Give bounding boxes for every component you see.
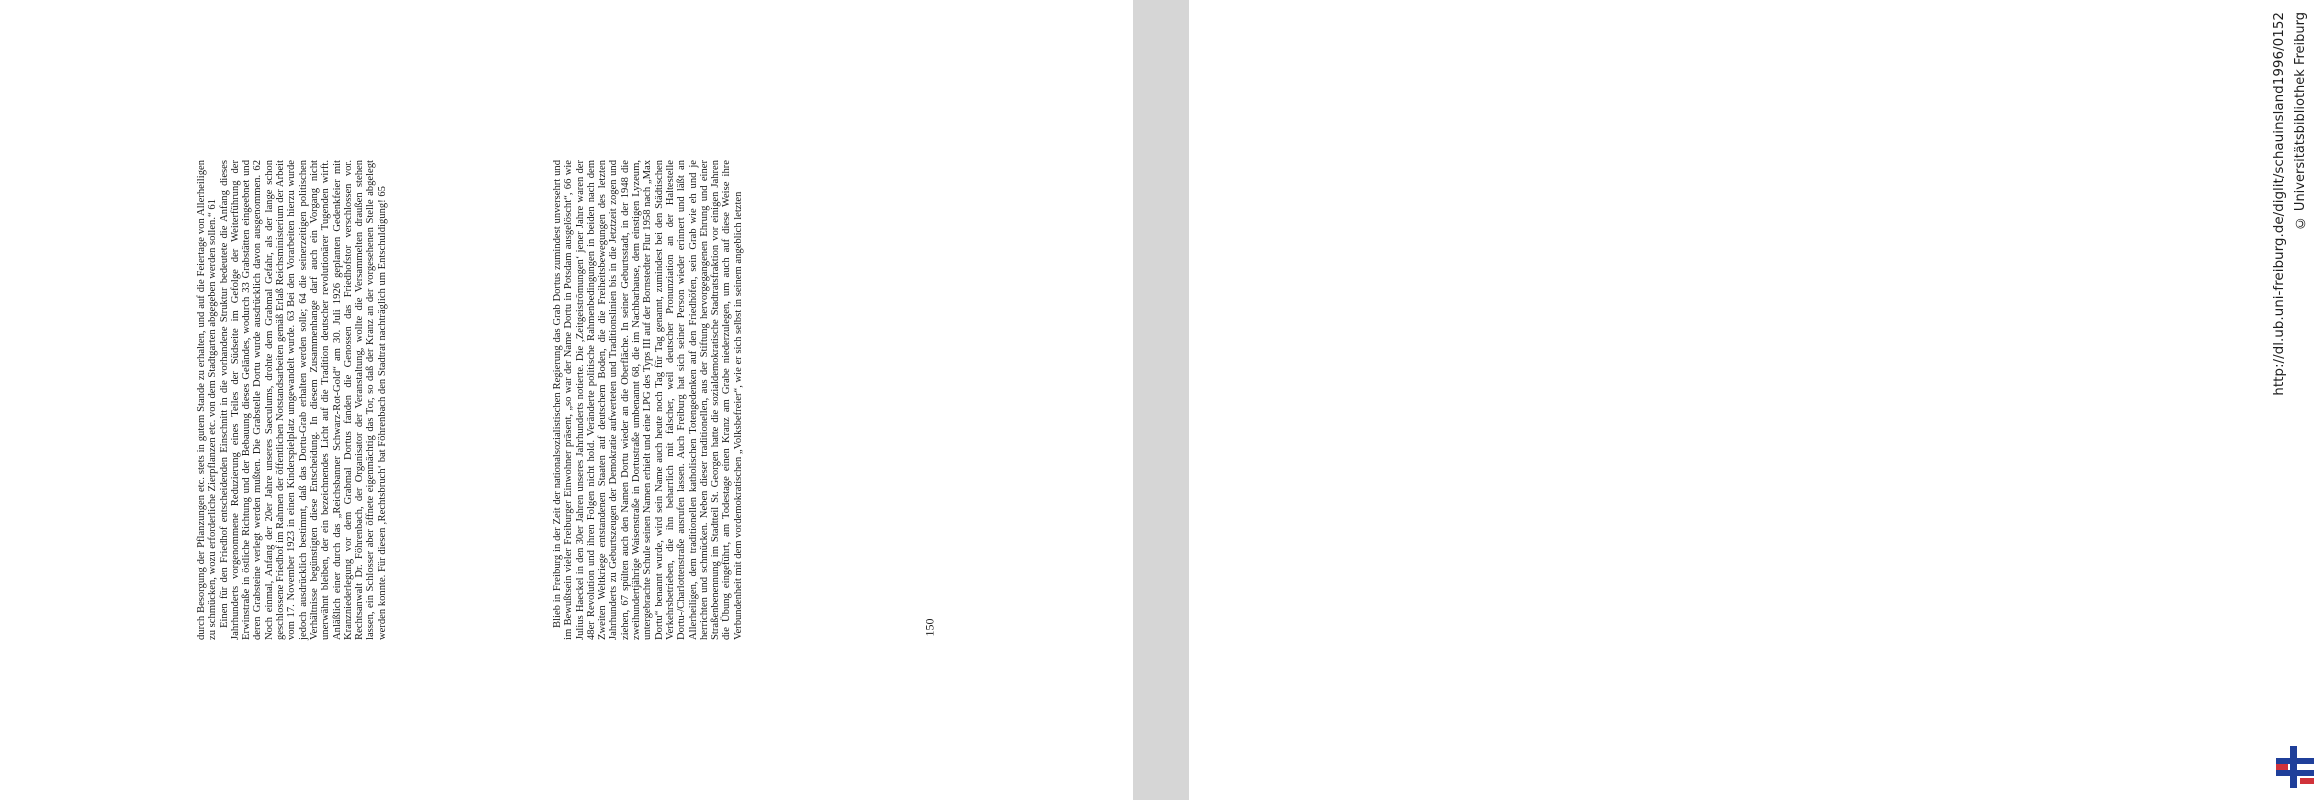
paragraph: Blieb in Freiburg in der Zeit der nationalsozialistischen Regierung das Grab Dortus zumindest unversehrt und im Bewußtsein vieler Freiburger Einwohner präsent, „so war der Name Dortu in Potsdam ausgelöscht“, 66 wie Julius Haeckel in den 30er Jahren unseres Jahrhunderts notierte. Die ‚Zeitgeiströmungen‘ jener Jahre waren der 48er Revolution und ihren Folgen nicht hold. Veränderte politische Rahmenbedingungen in beiden nach dem Zweiten Weltkriege entstandenen Staaten auf deutschem Boden, die die Freiheitsbewegungen des letzten Jahrhunderts zu Geburtszeugen der Demokratie aufwerteten und Traditionslinien bis in die Jetztzeit zogen und ziehen, 67 spülten auch den Namen Dortu wieder an die Oberfläche. In seiner Geburtsstadt, in der 1948 die zweihundertjährige Waisenstraße in Dortustraße umbenannt 68, die im Nachbarhause, dem einstigen Lyzeum, untergebrachte Schule seinen Namen erhielt und eine LPG des Typs III auf der Bornstedter Flur 1958 nach „Max Dortu“ benannt wurde, wird sein Name auch heute noch Tag für Tag genannt, zumindest bei den Städtischen Verkehrsbetrieben, die ihn beharrlich mit falscher, weil deutscher Pronunziation an der Haltestelle Dortu-/Charlottenstraße ausrufen lassen. Auch Freiburg hat sich seiner Person wieder erinnert und läßt an Allerheiligen, dem traditionellen katholischen Totengedenken auf den Friedhöfen, sein Grab wie eh und je herrichten und schmücken. Neben dieser traditionellen, aus der Stiftung hervorgegangenen Ehrung und einer Straßenbenennung im Stadtteil St. Georgen hatte die sozialdemokratische Stadtratsfraktion vor einigen Jahren die Übung eingeführt, am Todestage einen Kranz am Grabe niederzulegen, um auch auf diese Weise ihre Verbundenheit mit dem vordemokratischen „Volksbefreier“, wie er sich selbst in seinem angeblich letzten — [552, 160, 744, 640]
source-url-link[interactable] — [2271, 12, 2291, 442]
viewer-sidebar — [1133, 0, 2308, 800]
ub-freiburg-logo-icon — [2273, 744, 2317, 790]
copyright-notice — [2293, 12, 2313, 242]
text-column-1 — [196, 160, 548, 640]
paragraph: Einen für den Friedhof entscheidenden Einschnitt in die vorhandene Struktur bedeutete die Anfang dieses Jahrhunderts vorgenommene Reduzierung eines Teiles der Südseite im Gefolge der Weiterführung der Erwinstraße in östliche Richtung und der Bebauung dieses Geländes, wodurch 33 Grabstätten eingeebnet und deren Grabsteine verlegt werden mußten. Die Grabstelle Dortu wurde ausdrücklich davon ausgenommen. 62 Noch einmal, Anfang der 20er Jahre unseres Saeculums, drohte dem Grabmal Gefahr, als der lange schon geschlossene Friedhof im Rahmen der öffentlichen Notstandsarbeiten gemäß Erlaß Reichsministerium der Arbeit vom 17. November 1923 in einen Kinderspielplatz umgewandelt wurde. 63 Bei den Vorarbeiten hierzu wurde jedoch ausdrücklich bestimmt, daß das Dortu-Grab erhalten werden solle; 64 die seinerzeitigen politischen Verhältnisse begünstigten diese Entscheidung. In diesem Zusammenhange darf auch ein Vorgang nicht unerwähnt bleiben, der ein bezeichnendes Licht auf die Tradition deutscher revolutionärer Tugenden wirft. Anläßlich einer durch das „Reichsbanner Schwarz-Rot-Gold“ am 30. Juli 1926 geplanten Gedenkfeier mit Kranzniederlegung vor dem Grabmal Dortus fanden die Genossen das Friedhofstor verschlossen vor. Rechtsanwalt Dr. Föhrenbach, der Organisator der Veranstaltung, wollte die Versammelten draußen stehen lassen, ein Schlosser aber öffnete eigenmächtig das Tor, so daß der Kranz an der vorgesehenen Stelle abgelegt werden konnte. Für diesen ‚Rechtsbruch‘ bat Föhrenbach den Stadtrat nachträglich um Entschuldigung! 65 — [218, 160, 388, 640]
page-number: 150 — [922, 618, 937, 637]
text-column-2 — [552, 160, 906, 640]
source-url-text[interactable]: http://dl.ub.uni-freiburg.de/diglit/schauinsland1996/0152 — [2271, 12, 2287, 396]
paragraph: durch Besorgung der Pflanzungen etc. stets in gutem Stande zu erhalten, und auf die Feiertage von Allerheiligen zu schmücken, wozu erforderliche Zierpflanzen etc. von dem Stadtgarten abgegeben werden sollen.“ 61 — [196, 160, 219, 640]
scanned-page — [0, 0, 1133, 800]
copyright-text: © Universitätsbibliothek Freiburg — [2293, 12, 2308, 231]
